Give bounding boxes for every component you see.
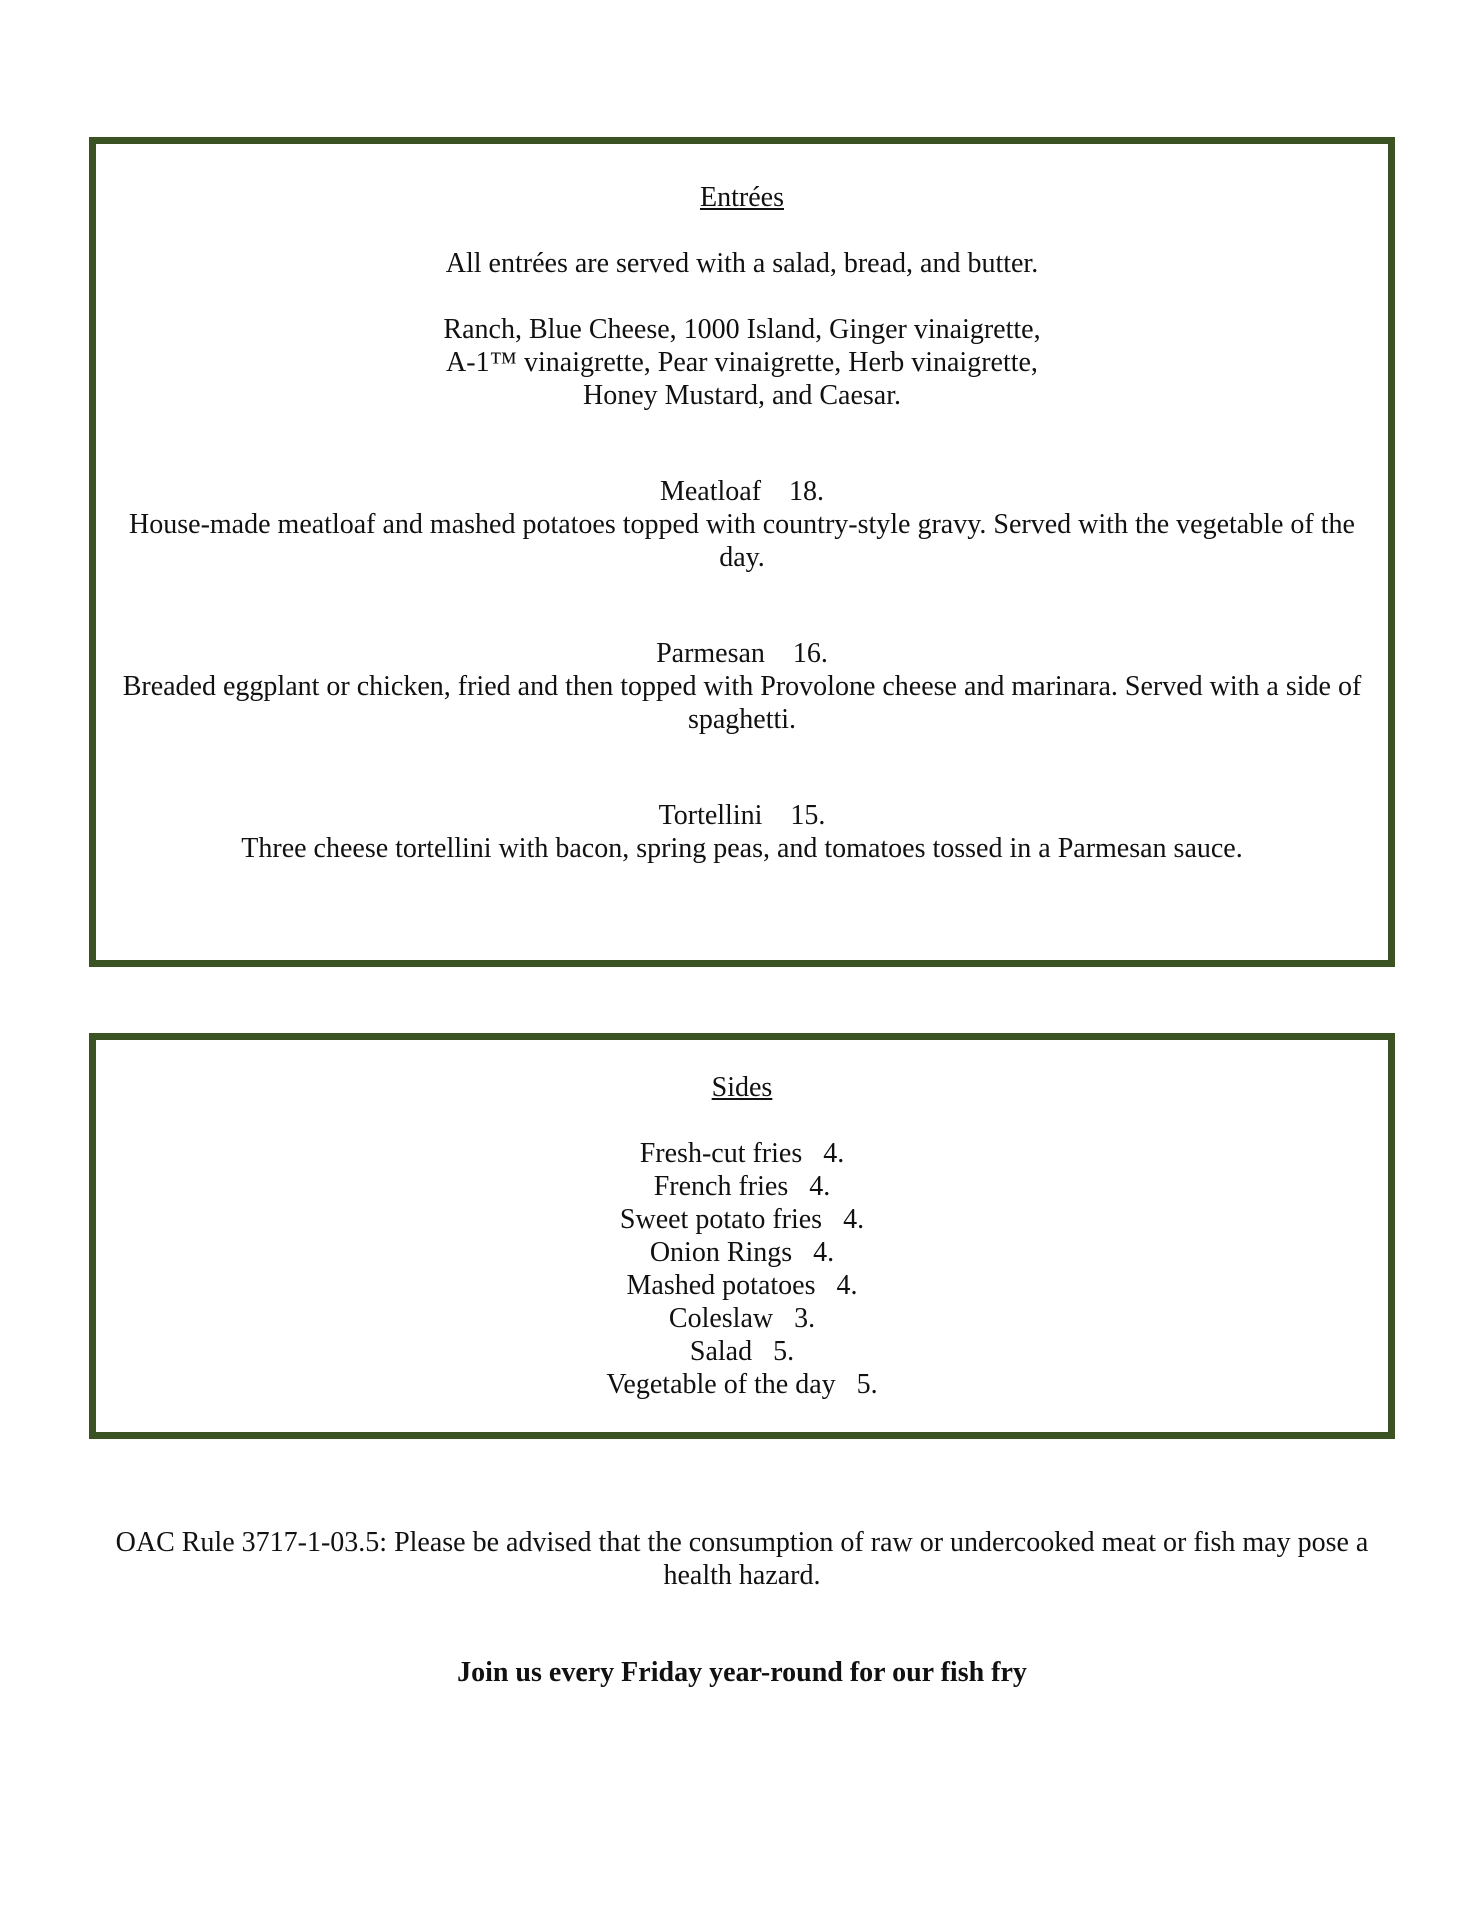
side-item xyxy=(96,1203,1388,1236)
side-name: Coleslaw xyxy=(668,1303,774,1334)
entrees-intro: All entrées are served with a salad, bread, and butter. xyxy=(445,248,1039,279)
side-item xyxy=(96,1335,1388,1368)
side-item xyxy=(96,1170,1388,1203)
entree-title xyxy=(96,637,1388,670)
side-name: French fries xyxy=(653,1171,789,1202)
entree-price: 16. xyxy=(792,638,828,669)
side-item xyxy=(96,1269,1388,1302)
side-price: 3. xyxy=(794,1303,816,1334)
side-price: 4. xyxy=(843,1204,865,1235)
entree-description: Breaded eggplant or chicken, fried and then topped with Provolone cheese and marinara. Served with a side of spaghetti. xyxy=(122,671,1362,735)
entree-price: 18. xyxy=(789,476,825,507)
entree-title xyxy=(96,799,1388,832)
side-name: Salad xyxy=(689,1336,753,1367)
side-name: Sweet potato fries xyxy=(619,1204,823,1235)
side-price: 4. xyxy=(809,1171,831,1202)
side-price: 5. xyxy=(856,1369,878,1400)
entree-name: Tortellini xyxy=(658,800,763,831)
sides-heading: Sides xyxy=(711,1072,773,1103)
dressing-line: Ranch, Blue Cheese, 1000 Island, Ginger vinaigrette, xyxy=(443,314,1041,345)
dressing-line: Honey Mustard, and Caesar. xyxy=(582,380,902,411)
entree-item-parmesan xyxy=(96,637,1388,736)
entree-name: Parmesan xyxy=(656,638,765,669)
dressing-line: A-1™ vinaigrette, Pear vinaigrette, Herb vinaigrette, xyxy=(446,347,1038,378)
health-disclaimer: OAC Rule 3717-1-03.5: Please be advised that the consumption of raw or undercooked meat or fish may pose a health hazard. xyxy=(115,1527,1369,1591)
dressing-list xyxy=(96,313,1388,412)
sides-list xyxy=(96,1137,1388,1401)
fish-fry-promo: Join us every Friday year-round for our fish fry xyxy=(457,1657,1027,1688)
entrees-section xyxy=(89,137,1395,967)
entree-item-tortellini xyxy=(96,799,1388,865)
side-name: Fresh-cut fries xyxy=(639,1138,803,1169)
entree-title xyxy=(96,475,1388,508)
entree-description: Three cheese tortellini with bacon, spring peas, and tomatoes tossed in a Parmesan sauce. xyxy=(241,833,1243,864)
side-price: 4. xyxy=(836,1270,858,1301)
sides-section xyxy=(89,1033,1395,1439)
side-item xyxy=(96,1368,1388,1401)
side-item xyxy=(96,1137,1388,1170)
side-item xyxy=(96,1302,1388,1335)
entree-item-meatloaf xyxy=(96,475,1388,574)
side-name: Mashed potatoes xyxy=(626,1270,816,1301)
entree-name: Meatloaf xyxy=(659,476,762,507)
side-price: 5. xyxy=(773,1336,795,1367)
side-name: Onion Rings xyxy=(649,1237,793,1268)
entree-description: House-made meatloaf and mashed potatoes topped with country-style gravy. Served with the vegetable of the day. xyxy=(129,509,1355,573)
entree-price: 15. xyxy=(790,800,826,831)
side-price: 4. xyxy=(813,1237,835,1268)
side-name: Vegetable of the day xyxy=(606,1369,836,1400)
side-price: 4. xyxy=(823,1138,845,1169)
entrees-heading: Entrées xyxy=(700,182,784,213)
side-item xyxy=(96,1236,1388,1269)
